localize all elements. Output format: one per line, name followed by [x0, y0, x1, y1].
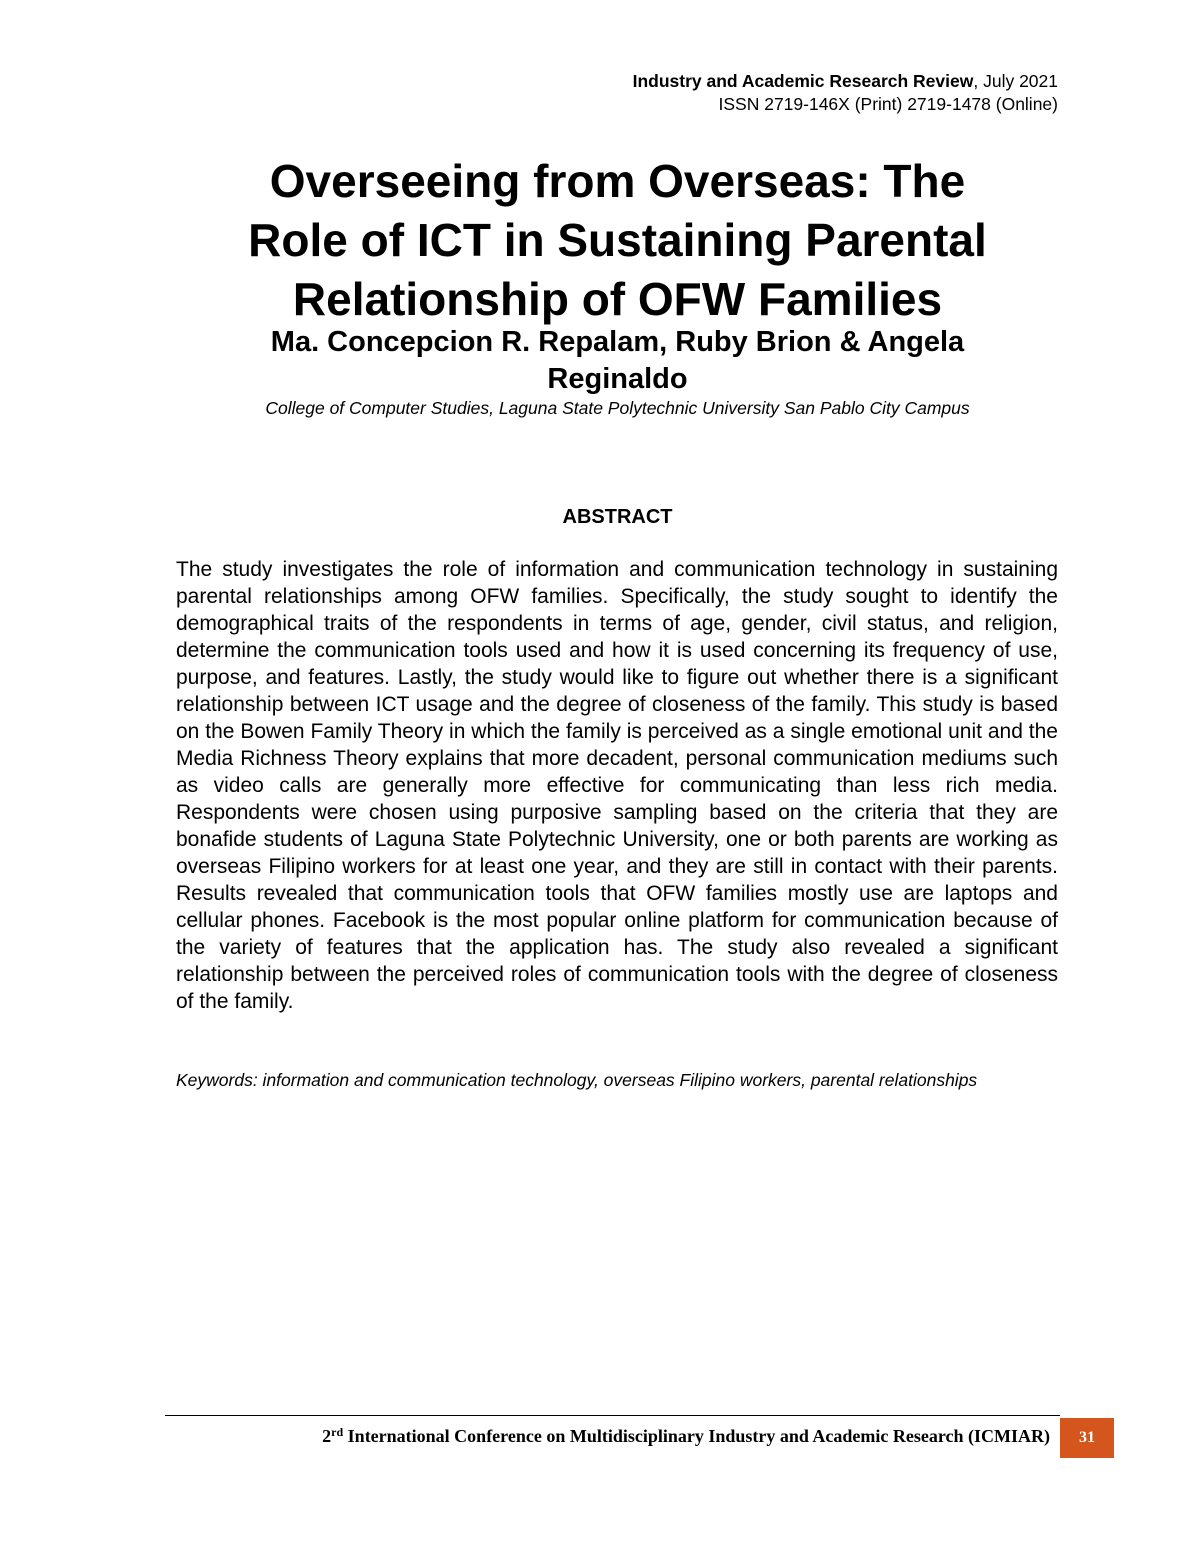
issn: ISSN 2719-146X (Print) 2719-1478 (Online) — [718, 94, 1058, 114]
keywords: Keywords: information and communication technology, overseas Filipino workers, parental relationships — [176, 1070, 978, 1090]
conference-name: International Conference on Multidisciplinary Industry and Academic Research (ICMIAR) — [343, 1426, 1050, 1446]
authors — [170, 324, 1065, 398]
affiliation: College of Computer Studies, Laguna State Polytechnic University San Pablo City Campus — [265, 398, 970, 418]
issue-date: , July 2021 — [973, 71, 1058, 91]
abstract-text: The study investigates the role of information and communication technology in sustaining parental relationships among OFW families. Specifically, the study sought to identify the demographical traits of the respondents in terms of age, gender, civil status, and religion, determine the communication tools used and how it is used concerning its frequency of use, purpose, and features. Lastly, the study would like to figure out whether there is a significant relationship between ICT usage and the degree of closeness of the family. This study is based on the Bowen Family Theory in which the family is perceived as a single emotional unit and the Media Richness Theory explains that more decadent, personal communication mediums such as video calls are generally more effective for communicating than less rich media. Respondents were chosen using purposive sampling based on the criteria that they are bonafide students of Laguna State Polytechnic University, one or both parents are working as overseas Filipino workers for at least one year, and they are still in contact with their parents. Results revealed that communication tools that OFW families mostly use are laptops and cellular phones. Facebook is the most popular online platform for communication because of the variety of features that the application has. The study also revealed a significant relationship between the perceived roles of communication tools with the degree of closeness of the family. — [176, 558, 1058, 1013]
ordinal-number: 2 — [322, 1426, 332, 1446]
journal-line — [633, 70, 1058, 93]
author-line: Ma. Concepcion R. Repalam, Ruby Brion & Angela — [270, 326, 965, 358]
title-line: Relationship of OFW Families — [292, 273, 943, 325]
page-number: 31 — [1060, 1418, 1114, 1458]
title-line: Overseeing from Overseas: The — [269, 155, 966, 207]
conference-footer — [322, 1424, 1050, 1448]
paper-title — [170, 152, 1065, 329]
abstract-heading: ABSTRACT — [562, 506, 673, 528]
author-line: Reginaldo — [547, 363, 688, 395]
title-line: Role of ICT in Sustaining Parental — [248, 214, 987, 266]
footer-divider — [165, 1415, 1060, 1416]
ordinal-suffix: rd — [331, 1425, 344, 1439]
journal-header — [633, 70, 1058, 116]
journal-name: Industry and Academic Research Review — [632, 71, 974, 91]
